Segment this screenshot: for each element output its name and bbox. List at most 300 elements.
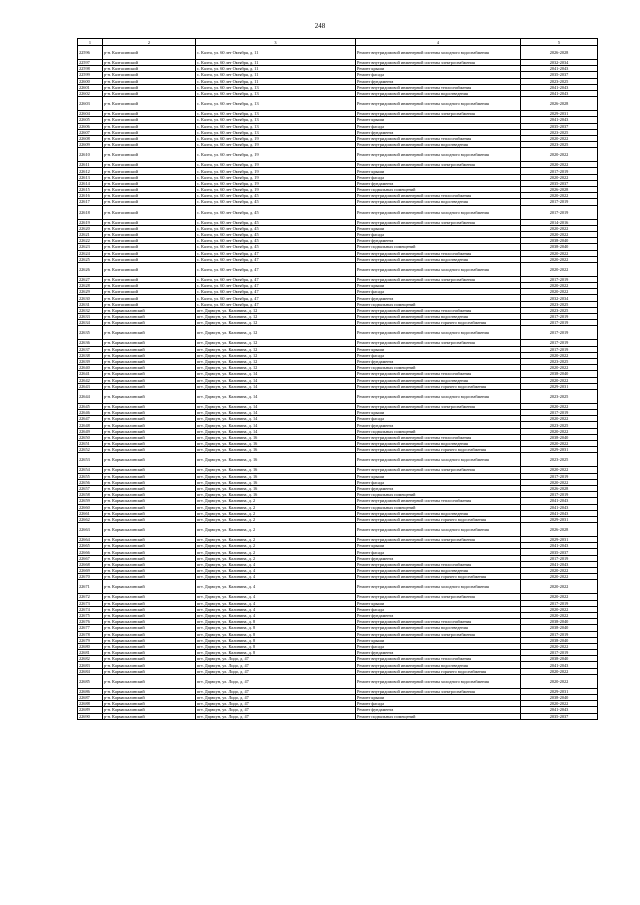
- period-cell: 2020-2022: [521, 231, 598, 237]
- work-type-cell: Ремонт внутридомовой инженерной системы электроснабжения: [356, 631, 521, 637]
- work-type-cell: Ремонт фасада: [356, 174, 521, 180]
- row-number-cell: 22597: [78, 60, 103, 66]
- work-type-cell: Ремонт внутридомовой инженерной системы электроснабжения: [356, 162, 521, 168]
- header-col-2: 2: [103, 39, 196, 46]
- work-type-cell: Ремонт фасада: [356, 479, 521, 485]
- row-number-cell: 22606: [78, 123, 103, 129]
- district-cell: р-н. Калтасинский: [103, 225, 196, 231]
- work-type-cell: Ремонт подвальных помещений: [356, 713, 521, 719]
- work-type-cell: Ремонт внутридомовой инженерной системы теплоснабжения: [356, 656, 521, 662]
- period-cell: 2041-2043: [521, 66, 598, 72]
- row-number-cell: 22633: [78, 314, 103, 320]
- work-type-cell: Ремонт внутридомовой инженерной системы холодного водоснабжения: [356, 453, 521, 467]
- address-cell: пгт. Дарвсун, ул. Калинина, д. 4: [196, 594, 356, 600]
- address-cell: пгт. Дарвсун, ул. Калинина, д. 2: [196, 510, 356, 516]
- period-cell: 2017-2019: [521, 473, 598, 479]
- period-cell: 2038-2040: [521, 238, 598, 244]
- work-type-cell: Ремонт фундамента: [356, 180, 521, 186]
- work-type-cell: Ремонт фундамента: [356, 612, 521, 618]
- row-number-cell: 22672: [78, 594, 103, 600]
- address-cell: с. Калта, ул. 60 лет Октября, д. 13: [196, 84, 356, 90]
- work-type-cell: Ремонт крыши: [356, 117, 521, 123]
- row-number-cell: 22647: [78, 416, 103, 422]
- district-cell: р-н. Калтасинский: [103, 193, 196, 199]
- district-cell: р-н. Калтасинский: [103, 66, 196, 72]
- table-row: [78, 389, 598, 403]
- work-type-cell: Ремонт подвальных помещений: [356, 244, 521, 250]
- row-number-cell: 22680: [78, 643, 103, 649]
- row-number-cell: 22627: [78, 276, 103, 282]
- table-row: [78, 523, 598, 537]
- header-col-5: 5: [521, 39, 598, 46]
- district-cell: р-н. Калтасинский: [103, 295, 196, 301]
- address-cell: пгт. Дарвсун, ул. Калинина, д. 14: [196, 428, 356, 434]
- period-cell: 2038-2040: [521, 371, 598, 377]
- row-number-cell: 22679: [78, 637, 103, 643]
- address-cell: с. Калта, ул. 60 лет Октября, д. 47: [196, 289, 356, 295]
- period-cell: 2029-2031: [521, 688, 598, 694]
- address-cell: с. Калта, ул. 60 лет Октября, д. 47: [196, 256, 356, 262]
- page-number: 248: [314, 22, 326, 30]
- work-type-cell: Ремонт внутридомовой инженерной системы холодного водоснабжения: [356, 326, 521, 340]
- district-cell: р-н. Калтасинский: [103, 283, 196, 289]
- row-number-cell: 22659: [78, 498, 103, 504]
- district-cell: р-н. Кармаскалинский: [103, 643, 196, 649]
- district-cell: р-н. Кармаскалинский: [103, 688, 196, 694]
- period-cell: 2038-2040: [521, 656, 598, 662]
- row-number-cell: 22635: [78, 326, 103, 340]
- work-type-cell: Ремонт внутридомовой инженерной системы теплоснабжения: [356, 307, 521, 313]
- row-number-cell: 22641: [78, 371, 103, 377]
- district-cell: р-н. Кармаскалинский: [103, 441, 196, 447]
- period-cell: 2020-2022: [521, 479, 598, 485]
- row-number-cell: 22689: [78, 707, 103, 713]
- district-cell: р-н. Кармаскалинский: [103, 523, 196, 537]
- address-cell: с. Калта, ул. 60 лет Октября, д. 45: [196, 199, 356, 205]
- period-cell: 2023-2025: [521, 78, 598, 84]
- address-cell: с. Калта, ул. 60 лет Октября, д. 45: [196, 205, 356, 219]
- work-type-cell: Ремонт фасада: [356, 289, 521, 295]
- period-cell: 2023-2025: [521, 129, 598, 135]
- address-cell: с. Калта, ул. 60 лет Октября, д. 47: [196, 276, 356, 282]
- period-cell: 2017-2019: [521, 650, 598, 656]
- address-cell: пгт. Дарвсун, ул. Калинина, д. 16: [196, 473, 356, 479]
- period-cell: 2020-2022: [521, 174, 598, 180]
- work-type-cell: Ремонт внутридомовой инженерной системы горячего водоснабжения: [356, 668, 521, 674]
- work-type-cell: Ремонт крыши: [356, 283, 521, 289]
- district-cell: р-н. Калтасинский: [103, 244, 196, 250]
- header-row: [78, 39, 598, 46]
- row-number-cell: 22649: [78, 428, 103, 434]
- work-type-cell: Ремонт внутридомовой инженерной системы электроснабжения: [356, 594, 521, 600]
- row-number-cell: 22639: [78, 358, 103, 364]
- address-cell: с. Калта, ул. 60 лет Октября, д. 45: [196, 225, 356, 231]
- row-number-cell: 22675: [78, 612, 103, 618]
- district-cell: р-н. Кармаскалинский: [103, 568, 196, 574]
- district-cell: р-н. Кармаскалинский: [103, 485, 196, 491]
- district-cell: р-н. Калтасинский: [103, 123, 196, 129]
- address-cell: пгт. Дарвсун, ул. Калинина, д. 14: [196, 383, 356, 389]
- period-cell: 2026-2028: [521, 97, 598, 111]
- row-number-cell: 22630: [78, 295, 103, 301]
- row-number-cell: 22661: [78, 510, 103, 516]
- period-cell: 2017-2019: [521, 320, 598, 326]
- row-number-cell: 22681: [78, 650, 103, 656]
- period-cell: 2029-2031: [521, 447, 598, 453]
- row-number-cell: 22601: [78, 84, 103, 90]
- period-cell: 2026-2028: [521, 523, 598, 537]
- period-cell: 2029-2031: [521, 111, 598, 117]
- row-number-cell: 22669: [78, 568, 103, 574]
- period-cell: 2020-2022: [521, 352, 598, 358]
- period-cell: 2020-2022: [521, 283, 598, 289]
- address-cell: пгт. Дарвсун, ул. Калинина, д. 4: [196, 580, 356, 594]
- work-type-cell: Ремонт внутридомовой инженерной системы электроснабжения: [356, 276, 521, 282]
- district-cell: р-н. Кармаскалинский: [103, 631, 196, 637]
- district-cell: р-н. Кармаскалинский: [103, 416, 196, 422]
- table-row: [78, 580, 598, 594]
- period-cell: 2035-2037: [521, 713, 598, 719]
- district-cell: р-н. Кармаскалинский: [103, 371, 196, 377]
- district-cell: р-н. Кармаскалинский: [103, 346, 196, 352]
- work-type-cell: Ремонт внутридомовой инженерной системы электроснабжения: [356, 688, 521, 694]
- period-cell: 2020-2022: [521, 606, 598, 612]
- period-cell: 2035-2037: [521, 180, 598, 186]
- work-type-cell: Ремонт фасада: [356, 72, 521, 78]
- period-cell: 2017-2019: [521, 492, 598, 498]
- period-cell: 2020-2022: [521, 403, 598, 409]
- address-cell: с. Калта, ул. 60 лет Октября, д. 19: [196, 168, 356, 174]
- work-type-cell: Ремонт внутридомовой инженерной системы электроснабжения: [356, 403, 521, 409]
- period-cell: 2023-2025: [521, 358, 598, 364]
- work-type-cell: Ремонт крыши: [356, 168, 521, 174]
- work-type-cell: Ремонт фасада: [356, 416, 521, 422]
- district-cell: р-н. Калтасинский: [103, 72, 196, 78]
- work-type-cell: Ремонт внутридомовой инженерной системы теплоснабжения: [356, 434, 521, 440]
- address-cell: пгт. Дарвсун, ул. Калинина, д. 14: [196, 416, 356, 422]
- work-type-cell: Ремонт внутридомовой инженерной системы горячего водоснабжения: [356, 574, 521, 580]
- row-number-cell: 22616: [78, 193, 103, 199]
- address-cell: пгт. Дарвсун, ул. Калинина, д. 8: [196, 631, 356, 637]
- work-type-cell: Ремонт внутридомовой инженерной системы теплоснабжения: [356, 250, 521, 256]
- address-cell: пгт. Дарвсун, ул. Калинина, д. 12: [196, 365, 356, 371]
- table-row: [78, 205, 598, 219]
- period-cell: 2032-2034: [521, 60, 598, 66]
- address-cell: пгт. Дарвсун, ул. Калинина, д. 14: [196, 422, 356, 428]
- address-cell: пгт. Дарвсун, ул. Лидо, д. 47: [196, 707, 356, 713]
- row-number-cell: 22653: [78, 453, 103, 467]
- work-type-cell: Ремонт фундамента: [356, 129, 521, 135]
- address-cell: пгт. Дарвсун, ул. Калинина, д. 14: [196, 371, 356, 377]
- row-number-cell: 22665: [78, 543, 103, 549]
- period-cell: 2023-2025: [521, 453, 598, 467]
- row-number-cell: 22600: [78, 78, 103, 84]
- period-cell: 2029-2031: [521, 516, 598, 522]
- address-cell: пгт. Дарвсун, ул. Калинина, д. 16: [196, 447, 356, 453]
- row-number-cell: 22623: [78, 244, 103, 250]
- district-cell: р-н. Кармаскалинский: [103, 498, 196, 504]
- period-cell: 2020-2022: [521, 568, 598, 574]
- district-cell: р-н. Кармаскалинский: [103, 594, 196, 600]
- work-type-cell: Ремонт подвальных помещений: [356, 187, 521, 193]
- work-type-cell: Ремонт внутридомовой инженерной системы холодного водоснабжения: [356, 148, 521, 162]
- address-cell: пгт. Дарвсун, ул. Калинина, д. 14: [196, 403, 356, 409]
- row-number-cell: 22610: [78, 148, 103, 162]
- district-cell: р-н. Кармаскалинский: [103, 662, 196, 668]
- period-cell: 2020-2022: [521, 262, 598, 276]
- period-cell: 2017-2019: [521, 314, 598, 320]
- table-row: [78, 674, 598, 688]
- district-cell: р-н. Калтасинский: [103, 187, 196, 193]
- work-type-cell: Ремонт фундамента: [356, 78, 521, 84]
- work-type-cell: Ремонт внутридомовой инженерной системы теплоснабжения: [356, 619, 521, 625]
- district-cell: р-н. Кармаскалинский: [103, 467, 196, 473]
- period-cell: 2041-2043: [521, 510, 598, 516]
- work-type-cell: Ремонт внутридомовой инженерной системы водоотведения: [356, 377, 521, 383]
- work-type-cell: Ремонт фасада: [356, 701, 521, 707]
- period-cell: 2038-2040: [521, 637, 598, 643]
- row-number-cell: 22690: [78, 713, 103, 719]
- period-cell: 2020-2022: [521, 135, 598, 141]
- district-cell: р-н. Кармаскалинский: [103, 537, 196, 543]
- row-number-cell: 22620: [78, 225, 103, 231]
- work-type-cell: Ремонт внутридомовой инженерной системы холодного водоснабжения: [356, 580, 521, 594]
- district-cell: р-н. Кармаскалинский: [103, 326, 196, 340]
- work-type-cell: Ремонт крыши: [356, 543, 521, 549]
- work-type-cell: Ремонт внутридомовой инженерной системы водоотведения: [356, 90, 521, 96]
- district-cell: р-н. Кармаскалинский: [103, 320, 196, 326]
- district-cell: р-н. Кармаскалинский: [103, 707, 196, 713]
- work-type-cell: Ремонт внутридомовой инженерной системы холодного водоснабжения: [356, 262, 521, 276]
- row-number-cell: 22678: [78, 631, 103, 637]
- work-type-cell: Ремонт внутридомовой инженерной системы холодного водоснабжения: [356, 389, 521, 403]
- row-number-cell: 22614: [78, 180, 103, 186]
- row-number-cell: 22626: [78, 262, 103, 276]
- district-cell: р-н. Кармаскалинский: [103, 504, 196, 510]
- work-type-cell: Ремонт фундамента: [356, 707, 521, 713]
- period-cell: 2017-2019: [521, 600, 598, 606]
- period-cell: 2020-2022: [521, 256, 598, 262]
- row-number-cell: 22663: [78, 523, 103, 537]
- row-number-cell: 22631: [78, 301, 103, 307]
- work-type-cell: Ремонт фасада: [356, 231, 521, 237]
- row-number-cell: 22607: [78, 129, 103, 135]
- address-cell: с. Калта, ул. 60 лет Октября, д. 13: [196, 123, 356, 129]
- work-type-cell: Ремонт фасада: [356, 123, 521, 129]
- work-type-cell: Ремонт фундамента: [356, 555, 521, 561]
- row-number-cell: 22673: [78, 600, 103, 606]
- address-cell: с. Калта, ул. 60 лет Октября, д. 19: [196, 135, 356, 141]
- period-cell: 2017-2019: [521, 346, 598, 352]
- row-number-cell: 22602: [78, 90, 103, 96]
- row-number-cell: 22666: [78, 549, 103, 555]
- district-cell: р-н. Кармаскалинский: [103, 561, 196, 567]
- address-cell: пгт. Дарвсун, ул. Калинина, д. 16: [196, 479, 356, 485]
- work-type-cell: Ремонт крыши: [356, 695, 521, 701]
- period-cell: 2017-2019: [521, 555, 598, 561]
- district-cell: р-н. Калтасинский: [103, 148, 196, 162]
- district-cell: р-н. Калтасинский: [103, 117, 196, 123]
- district-cell: р-н. Калтасинский: [103, 97, 196, 111]
- period-cell: 2023-2025: [521, 301, 598, 307]
- district-cell: р-н. Калтасинский: [103, 174, 196, 180]
- district-cell: р-н. Калтасинский: [103, 238, 196, 244]
- period-cell: 2020-2022: [521, 612, 598, 618]
- row-number-cell: 22667: [78, 555, 103, 561]
- period-cell: 2035-2037: [521, 549, 598, 555]
- work-type-cell: Ремонт крыши: [356, 346, 521, 352]
- row-number-cell: 22637: [78, 346, 103, 352]
- row-number-cell: 22648: [78, 422, 103, 428]
- work-type-cell: Ремонт фундамента: [356, 485, 521, 491]
- work-type-cell: Ремонт внутридомовой инженерной системы водоотведения: [356, 510, 521, 516]
- district-cell: р-н. Кармаскалинский: [103, 365, 196, 371]
- row-number-cell: 22625: [78, 256, 103, 262]
- address-cell: пгт. Дарвсун, ул. Лидо, д. 47: [196, 656, 356, 662]
- row-number-cell: 22671: [78, 580, 103, 594]
- district-cell: р-н. Калтасинский: [103, 199, 196, 205]
- work-type-cell: Ремонт внутридомовой инженерной системы теплоснабжения: [356, 498, 521, 504]
- work-type-cell: Ремонт фасада: [356, 643, 521, 649]
- address-cell: с. Калта, ул. 60 лет Октября, д. 19: [196, 180, 356, 186]
- row-number-cell: 22687: [78, 695, 103, 701]
- address-cell: пгт. Дарвсун, ул. Калинина, д. 4: [196, 574, 356, 580]
- district-cell: р-н. Кармаскалинский: [103, 637, 196, 643]
- address-cell: пгт. Дарвсун, ул. Калинина, д. 16: [196, 453, 356, 467]
- period-cell: 2035-2037: [521, 72, 598, 78]
- row-number-cell: 22624: [78, 250, 103, 256]
- address-cell: с. Калта, ул. 60 лет Октября, д. 47: [196, 301, 356, 307]
- address-cell: пгт. Дарвсун, ул. Калинина, д. 4: [196, 600, 356, 606]
- address-cell: пгт. Дарвсун, ул. Калинина, д. 2: [196, 523, 356, 537]
- address-cell: пгт. Дарвсун, ул. Калинина, д. 2: [196, 498, 356, 504]
- work-type-cell: Ремонт внутридомовой инженерной системы теплоснабжения: [356, 135, 521, 141]
- address-cell: с. Калта, ул. 60 лет Октября, д. 13: [196, 129, 356, 135]
- row-number-cell: 22682: [78, 656, 103, 662]
- row-number-cell: 22677: [78, 625, 103, 631]
- period-cell: 2041-2043: [521, 90, 598, 96]
- address-cell: пгт. Дарвсун, ул. Калинина, д. 12: [196, 326, 356, 340]
- period-cell: 2020-2022: [521, 193, 598, 199]
- address-cell: пгт. Дарвсун, ул. Калинина, д. 12: [196, 320, 356, 326]
- address-cell: с. Калта, ул. 60 лет Октября, д. 11: [196, 66, 356, 72]
- row-number-cell: 22684: [78, 668, 103, 674]
- period-cell: 2020-2022: [521, 250, 598, 256]
- table-row: [78, 453, 598, 467]
- work-type-cell: Ремонт подвальных помещений: [356, 365, 521, 371]
- address-cell: с. Калта, ул. 60 лет Октября, д. 19: [196, 187, 356, 193]
- work-type-cell: Ремонт крыши: [356, 600, 521, 606]
- period-cell: 2038-2040: [521, 619, 598, 625]
- row-number-cell: 22674: [78, 606, 103, 612]
- period-cell: 2029-2031: [521, 383, 598, 389]
- row-number-cell: 22646: [78, 410, 103, 416]
- row-number-cell: 22655: [78, 473, 103, 479]
- address-cell: с. Калта, ул. 60 лет Октября, д. 11: [196, 72, 356, 78]
- district-cell: р-н. Кармаскалинский: [103, 510, 196, 516]
- address-cell: пгт. Дарвсун, ул. Калинина, д. 16: [196, 441, 356, 447]
- district-cell: р-н. Кармаскалинский: [103, 600, 196, 606]
- period-cell: 2023-2025: [521, 389, 598, 403]
- row-number-cell: 22617: [78, 199, 103, 205]
- period-cell: 2017-2019: [521, 340, 598, 346]
- period-cell: 2041-2043: [521, 117, 598, 123]
- period-cell: 2020-2022: [521, 225, 598, 231]
- district-cell: р-н. Кармаскалинский: [103, 473, 196, 479]
- period-cell: 2017-2019: [521, 410, 598, 416]
- table-body: [78, 46, 598, 720]
- address-cell: пгт. Дарвсун, ул. Калинина, д. 12: [196, 358, 356, 364]
- address-cell: пгт. Дарвсун, ул. Калинина, д. 4: [196, 568, 356, 574]
- work-type-cell: Ремонт внутридомовой инженерной системы водоотведения: [356, 199, 521, 205]
- district-cell: р-н. Кармаскалинский: [103, 422, 196, 428]
- address-cell: пгт. Дарвсун, ул. Калинина, д. 16: [196, 434, 356, 440]
- address-cell: с. Калта, ул. 60 лет Октября, д. 45: [196, 244, 356, 250]
- period-cell: 2041-2043: [521, 543, 598, 549]
- work-type-cell: Ремонт внутридомовой инженерной системы теплоснабжения: [356, 371, 521, 377]
- address-cell: пгт. Дарвсун, ул. Калинина, д. 14: [196, 389, 356, 403]
- work-type-cell: Ремонт внутридомовой инженерной системы холодного водоснабжения: [356, 674, 521, 688]
- work-type-cell: Ремонт фасада: [356, 549, 521, 555]
- table-row: [78, 326, 598, 340]
- address-cell: пгт. Дарвсун, ул. Калинина, д. 16: [196, 492, 356, 498]
- district-cell: р-н. Кармаскалинский: [103, 389, 196, 403]
- address-cell: пгт. Дарвсун, ул. Калинина, д. 12: [196, 346, 356, 352]
- district-cell: р-н. Кармаскалинский: [103, 713, 196, 719]
- work-type-cell: Ремонт фундамента: [356, 422, 521, 428]
- address-cell: пгт. Дарвсун, ул. Калинина, д. 2: [196, 543, 356, 549]
- row-number-cell: 22676: [78, 619, 103, 625]
- district-cell: р-н. Калтасинский: [103, 168, 196, 174]
- address-cell: пгт. Дарвсун, ул. Калинина, д. 2: [196, 516, 356, 522]
- period-cell: 2017-2019: [521, 199, 598, 205]
- row-number-cell: 22615: [78, 187, 103, 193]
- district-cell: р-н. Кармаскалинский: [103, 358, 196, 364]
- row-number-cell: 22636: [78, 340, 103, 346]
- row-number-cell: 22658: [78, 492, 103, 498]
- period-cell: 2035-2037: [521, 123, 598, 129]
- address-cell: пгт. Дарвсун, ул. Калинина, д. 14: [196, 377, 356, 383]
- work-type-cell: Ремонт внутридомовой инженерной системы холодного водоснабжения: [356, 97, 521, 111]
- period-cell: 2029-2031: [521, 537, 598, 543]
- row-number-cell: 22654: [78, 467, 103, 473]
- work-type-cell: Ремонт внутридомовой инженерной системы горячего водоснабжения: [356, 447, 521, 453]
- district-cell: р-н. Кармаскалинский: [103, 625, 196, 631]
- table-row: [78, 148, 598, 162]
- address-cell: пгт. Дарвсун, ул. Лидо, д. 47: [196, 701, 356, 707]
- row-number-cell: 22638: [78, 352, 103, 358]
- address-cell: пгт. Дарвсун, ул. Калинина, д. 2: [196, 537, 356, 543]
- period-cell: 2041-2043: [521, 662, 598, 668]
- district-cell: р-н. Калтасинский: [103, 301, 196, 307]
- district-cell: р-н. Кармаскалинский: [103, 377, 196, 383]
- row-number-cell: 22642: [78, 377, 103, 383]
- row-number-cell: 22685: [78, 674, 103, 688]
- address-cell: пгт. Дарвсун, ул. Калинина, д. 4: [196, 612, 356, 618]
- work-type-cell: Ремонт крыши: [356, 410, 521, 416]
- address-cell: пгт. Дарвсун, ул. Калинина, д. 12: [196, 340, 356, 346]
- work-type-cell: Ремонт крыши: [356, 66, 521, 72]
- address-cell: пгт. Дарвсун, ул. Калинина, д. 14: [196, 410, 356, 416]
- period-cell: 2041-2043: [521, 84, 598, 90]
- row-number-cell: 22598: [78, 66, 103, 72]
- address-cell: с. Калта, ул. 60 лет Октября, д. 45: [196, 238, 356, 244]
- address-cell: пгт. Дарвсун, ул. Калинина, д. 8: [196, 650, 356, 656]
- work-type-cell: Ремонт фундамента: [356, 295, 521, 301]
- work-type-cell: Ремонт внутридомовой инженерной системы горячего водоснабжения: [356, 516, 521, 522]
- period-cell: 2020-2022: [521, 365, 598, 371]
- address-cell: с. Калта, ул. 60 лет Октября, д. 45: [196, 193, 356, 199]
